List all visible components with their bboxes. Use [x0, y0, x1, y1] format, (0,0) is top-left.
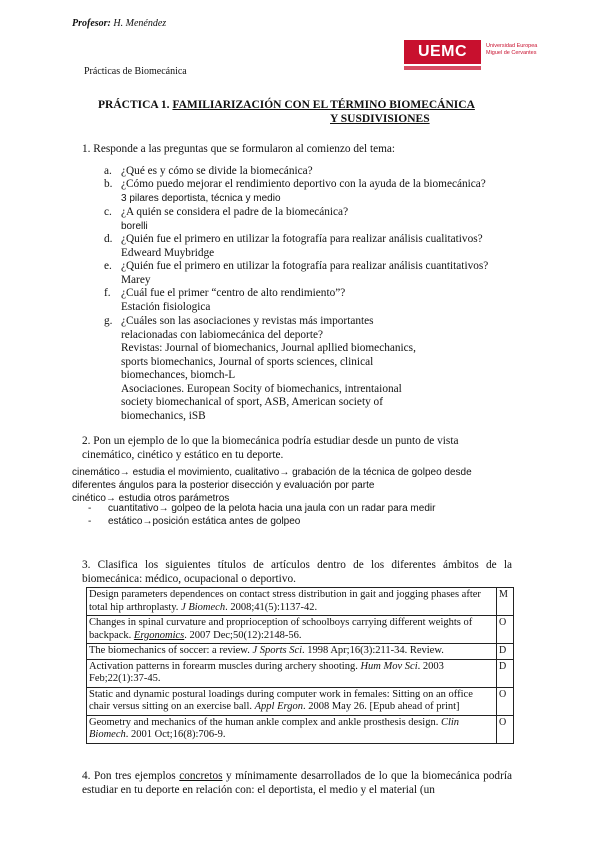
item-question-cont: relacionadas con labiomecánica del deporte? [121, 328, 323, 341]
item-question: ¿Qué es y cómo se divide la biomecánica? [121, 165, 313, 177]
question-1: 1. Responde a las preguntas que se formularon al comienzo del tema: [82, 143, 396, 155]
article-journal: Clin Biomech [89, 716, 460, 740]
question-3: 3. Clasifica los siguientes títulos de artículos dentro de los diferentes ámbitos de la biomecánica: médico, ocupacional o deportivo. [82, 559, 512, 585]
article-citation: . 2007 Dec;50(12):2148-56. [184, 629, 302, 641]
item-content [121, 206, 531, 233]
article-journal: Appl Ergon [254, 701, 303, 712]
question-4-pre: 4. Pon tres ejemplos [82, 770, 180, 782]
article-journal: J Sports Sci [252, 645, 303, 656]
article-journal: Hum Mov Sci [360, 660, 418, 672]
article-citation: . 2003 Feb;22(1):37-45. [89, 660, 444, 684]
item-answer-line: biomechances, biomch-L [121, 369, 236, 381]
item-question: ¿Cuál fue el primer “centro de alto rendimiento”? [121, 287, 346, 299]
item-letter: a. [104, 165, 112, 177]
subject-name: Prácticas de Biomecánica [84, 66, 187, 77]
article-title-cell [87, 715, 497, 743]
item-answer: borelli [121, 220, 148, 232]
question-2-bullets [88, 502, 528, 528]
item-letter: g. [104, 315, 113, 327]
article-journal: J Biomech [181, 601, 226, 613]
table-row [87, 659, 514, 687]
article-title: Static and dynamic postural loadings during computer work in females: Sitting on an office chair versus sitting on an exercise ball. [89, 688, 473, 712]
logo-text: UEMC [417, 43, 468, 60]
item-question: ¿Quién fue el primero en utilizar la fotografía para realizar análisis cuantitativos? [121, 260, 489, 272]
item-answer: 3 pilares deportista, técnica y medio [121, 192, 281, 204]
uemc-logo [404, 40, 538, 74]
profesor-name: H. Menéndez [113, 18, 167, 29]
list-item: - cuantitativo→ golpeo de la pelota hacia una jaula con un radar para medir [88, 503, 436, 514]
item-letter: e. [104, 260, 112, 272]
classification-cell: O [497, 715, 514, 743]
item-letter: c. [104, 206, 112, 218]
classification-cell: O [497, 616, 514, 644]
classification-cell: M [497, 588, 514, 616]
question-2-line1: 2. Pon un ejemplo de lo que la biomecánica podría estudiar desde un punto de vista [82, 435, 459, 447]
question-4-underlined: concretos [179, 770, 223, 782]
title-prefix: PRÁCTICA 1. [98, 99, 173, 111]
article-title: Changes in spinal curvature and proprioception of schoolboys carrying different weights of backpack. [89, 617, 473, 641]
item-answer-line: sports biomechanics, Journal of sports sciences, clinical [121, 355, 374, 368]
classification-cell: D [497, 659, 514, 687]
item-content [121, 178, 531, 205]
classification-cell: O [497, 687, 514, 715]
article-title: Geometry and mechanics of the human ankle complex and ankle prosthesis design. [89, 716, 441, 728]
logo-box [404, 40, 481, 64]
table-row [87, 715, 514, 743]
item-answer-line: biomechanics, iSB [121, 409, 206, 422]
table-row [87, 644, 514, 660]
article-citation: . 2008;41(5):1137-42. [225, 601, 318, 613]
question-4-post: y mínimamente desarrollados de lo que la biomecánica podría estudiar en tu deporte en relación con: el deportista, el medio y el material (un [82, 770, 512, 796]
article-title-cell [87, 687, 497, 715]
item-question: ¿A quién se considera el padre de la biomecánica? [121, 206, 349, 218]
question-4 [82, 770, 512, 797]
question-2-answer [72, 466, 542, 505]
article-title: Design parameters dependences on contact stress distribution in gait and jogging phases after total hip arthroplasty. [89, 589, 481, 613]
article-citation: . 2001 Oct;16(8):706-9. [125, 729, 226, 740]
list-item: - estático→posición estática antes de golpeo [88, 516, 301, 527]
logo-university [486, 43, 566, 57]
table-row [87, 687, 514, 715]
profesor-line [72, 18, 166, 29]
article-title-cell [87, 616, 497, 644]
table-row [87, 616, 514, 644]
article-citation: . 2008 May 26. [Epub ahead of print] [302, 701, 460, 712]
title-line2: Y SUSDIVISIONES [330, 113, 430, 125]
item-answer: Edweard Muybridge [121, 246, 215, 259]
question-2-line2: cinemático, cinético y estático en tu deporte. [82, 448, 284, 461]
article-title-cell [87, 644, 497, 660]
item-content [121, 260, 531, 287]
item-content [121, 287, 531, 314]
item-content [121, 233, 531, 260]
logo-university-line2: Miguel de Cervantes [486, 50, 537, 56]
item-question: ¿Cómo puedo mejorar el rendimiento deportivo con la ayuda de la biomecánica? [121, 178, 486, 190]
articles-table [86, 587, 514, 744]
logo-strip [404, 66, 481, 70]
cinetico-line: cinético→ estudia otros parámetros [72, 493, 230, 504]
item-answer-line: society biomechanical of sport, ASB, American society of [121, 396, 383, 408]
article-title-cell [87, 588, 497, 616]
item-letter: f. [104, 287, 111, 299]
item-answer: Marey [121, 273, 151, 286]
item-question: ¿Cuáles son las asociaciones y revistas más importantes [121, 315, 374, 327]
item-letter: b. [104, 178, 113, 190]
article-title: The biomechanics of soccer: a review. [89, 645, 253, 656]
title-line1: FAMILIARIZACIÓN CON EL TÉRMINO BIOMECÁNICA [172, 99, 475, 111]
article-citation: . 1998 Apr;16(3):211-34. Review. [302, 645, 444, 656]
item-answer: Estación fisiologica [121, 300, 211, 313]
table-row [87, 588, 514, 616]
profesor-label: Profesor: [72, 18, 111, 29]
question-2 [82, 435, 512, 462]
page-title [98, 99, 518, 112]
cinematico-line2: diferentes ángulos para la posterior disección y evaluación por parte [72, 480, 375, 491]
item-letter: d. [104, 233, 113, 245]
item-content [121, 315, 531, 423]
item-answer-line: Revistas: Journal of biomechanics, Journal apllied biomechanics, [121, 342, 416, 354]
item-question: ¿Quién fue el primero en utilizar la fotografía para realizar análisis cualitativos? [121, 233, 483, 245]
item-answer-line: Asociaciones. European Socity of biomechanics, intrentaional [121, 382, 402, 395]
cinematico-line1: cinemático→ estudia el movimiento, cualitativo→ grabación de la técnica de golpeo desde [72, 467, 472, 478]
bullet-text: estático→posición estática antes de golpeo [108, 516, 301, 527]
article-journal: Ergonomics [133, 629, 185, 641]
article-title-cell [87, 659, 497, 687]
bullet-text: cuantitativo→ golpeo de la pelota hacia una jaula con un radar para medir [108, 503, 436, 514]
classification-cell: D [497, 644, 514, 660]
logo-university-line1: Universidad Europea [486, 43, 538, 49]
article-title: Activation patterns in forearm muscles during archery shooting. [89, 660, 361, 672]
